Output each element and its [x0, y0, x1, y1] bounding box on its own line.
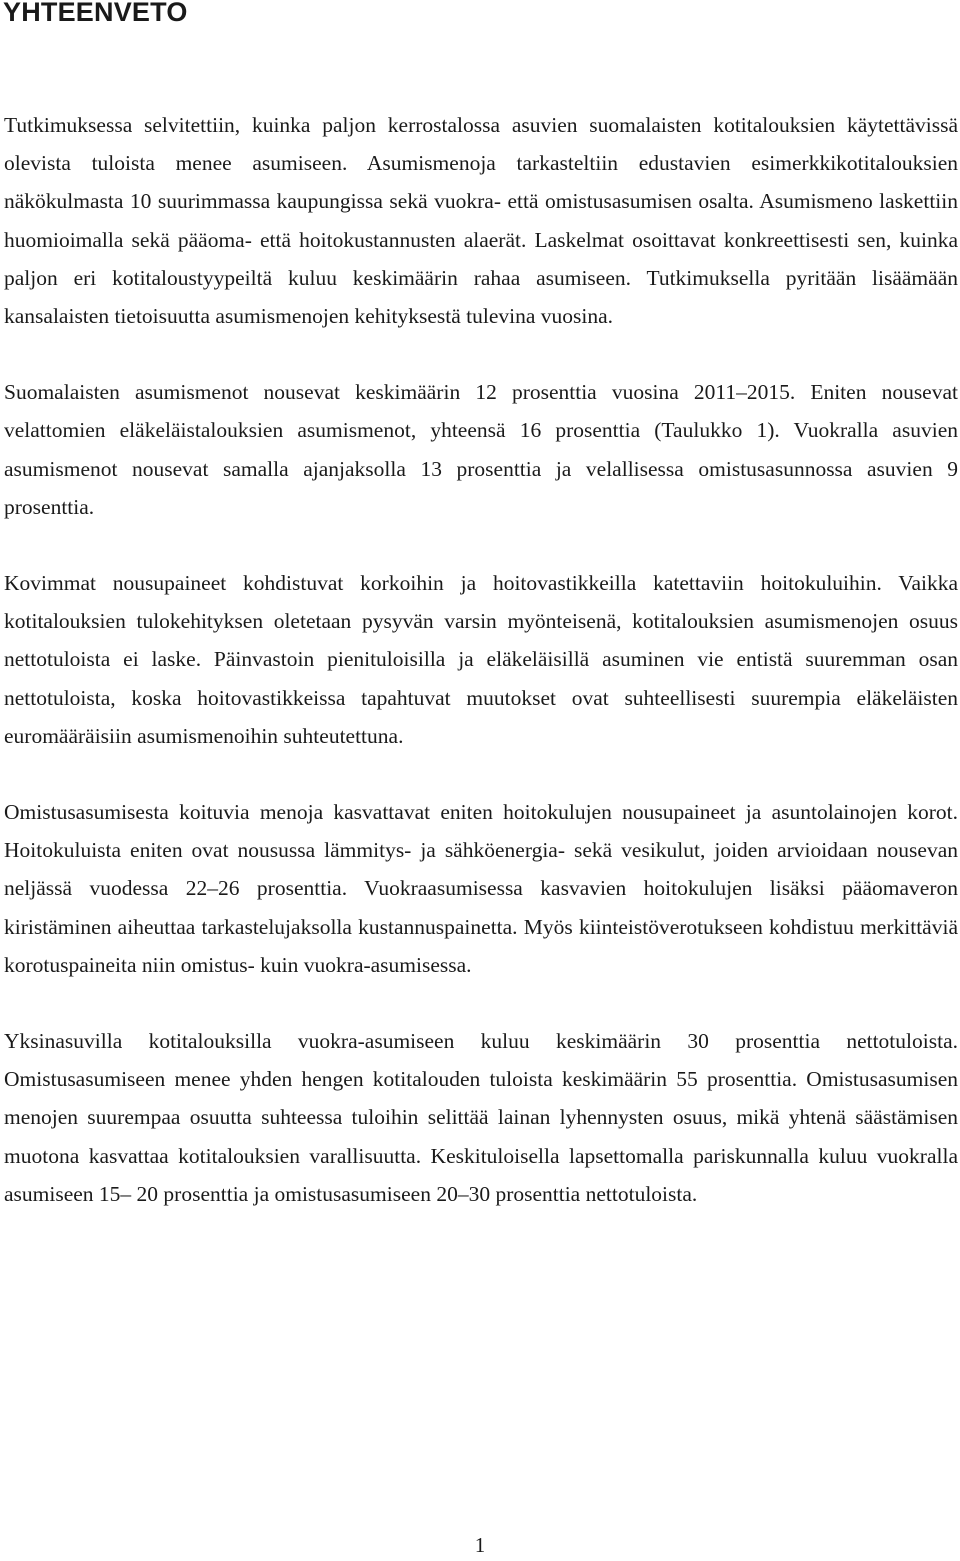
page-title: YHTEENVETO: [3, 0, 188, 27]
paragraph-ownership-costs: Omistusasumisesta koituvia menoja kasvattavat eniten hoitokulujen nousupaineet ja asuntolainojen korot. Hoitokuluista eniten ovat nousussa lämmitys- ja sähköenergia- sekä vesikulut, joiden arvioidaan nousevan neljässä vuodessa 22–26 prosenttia. Vuokraasumisessa kasvavien hoitokulujen lisäksi pääomaveron kiristäminen aiheuttaa tarkastelujaksolla kustannuspainetta. Myös kiinteistöverotukseen kohdistuu merkittäviä korotuspaineita niin omistus- kuin vuokra-asumisessa.: [4, 800, 958, 977]
paragraph-pressures: Kovimmat nousupaineet kohdistuvat korkoihin ja hoitovastikkeilla katettaviin hoitokuluihin. Vaikka kotitalouksien tulokehityksen oletetaan pysyvän varsin myönteisenä, kotitalouksien asumismenojen osuus nettotuloista ei laske. Päinvastoin pienituloisilla ja eläkeläisillä asuminen vie entistä suuremman osan nettotuloista, koska hoitovastikkeissa tapahtuvat muutokset ovat suhteellisesti suurempia eläkeläisten euromääräisiin asumismenoihin suhteutettuna.: [4, 571, 958, 748]
paragraph-household-shares: Yksinasuvilla kotitalouksilla vuokra-asumiseen kuluu keskimäärin 30 prosenttia nettotuloista. Omistusasumiseen menee yhden hengen kotitalouden tuloista keskimäärin 55 prosenttia. Omistusasumisen menojen suurempaa osuutta suhteessa tuloihin selittää lainan lyhennysten osuus, mikä yhtenä säästämisen muotona kasvattaa kotitalouksien varallisuutta. Keskituloisella lapsettomalla pariskunnalla kuluu vuokralla asumiseen 15– 20 prosenttia ja omistusasumiseen 20–30 prosenttia nettotuloista.: [4, 1029, 958, 1206]
paragraph-cost-growth: Suomalaisten asumismenot nousevat keskimäärin 12 prosenttia vuosina 2011–2015. Eniten nousevat velattomien eläkeläistalouksien asumismenot, yhteensä 16 prosenttia (Taulukko 1). Vuokralla asuvien asumismenot nousevat samalla ajanjaksolla 13 prosenttia ja velallisessa omistusasunnossa asuvien 9 prosenttia.: [4, 380, 958, 519]
page-number: 1: [474, 1533, 486, 1557]
paragraph-intro: Tutkimuksessa selvitettiin, kuinka paljon kerrostalossa asuvien suomalaisten kotitalouksien käytettävissä olevista tuloista menee asumiseen. Asumismenoja tarkasteltiin edustavien esimerkkikotitalouksien näkökulmasta 10 suurimmassa kaupungissa sekä vuokra- että omistusasumisen osalta. Asumismeno laskettiin huomioimalla sekä pääoma- että hoitokustannusten alaerät. Laskelmat osoittavat konkreettisesti sen, kuinka paljon eri kotitaloustyypeiltä kuluu keskimäärin rahaa asumiseen. Tutkimuksella pyritään lisäämään kansalaisten tietoisuutta asumismenojen kehityksestä tulevina vuosina.: [4, 113, 958, 329]
body-text: [4, 106, 958, 1251]
